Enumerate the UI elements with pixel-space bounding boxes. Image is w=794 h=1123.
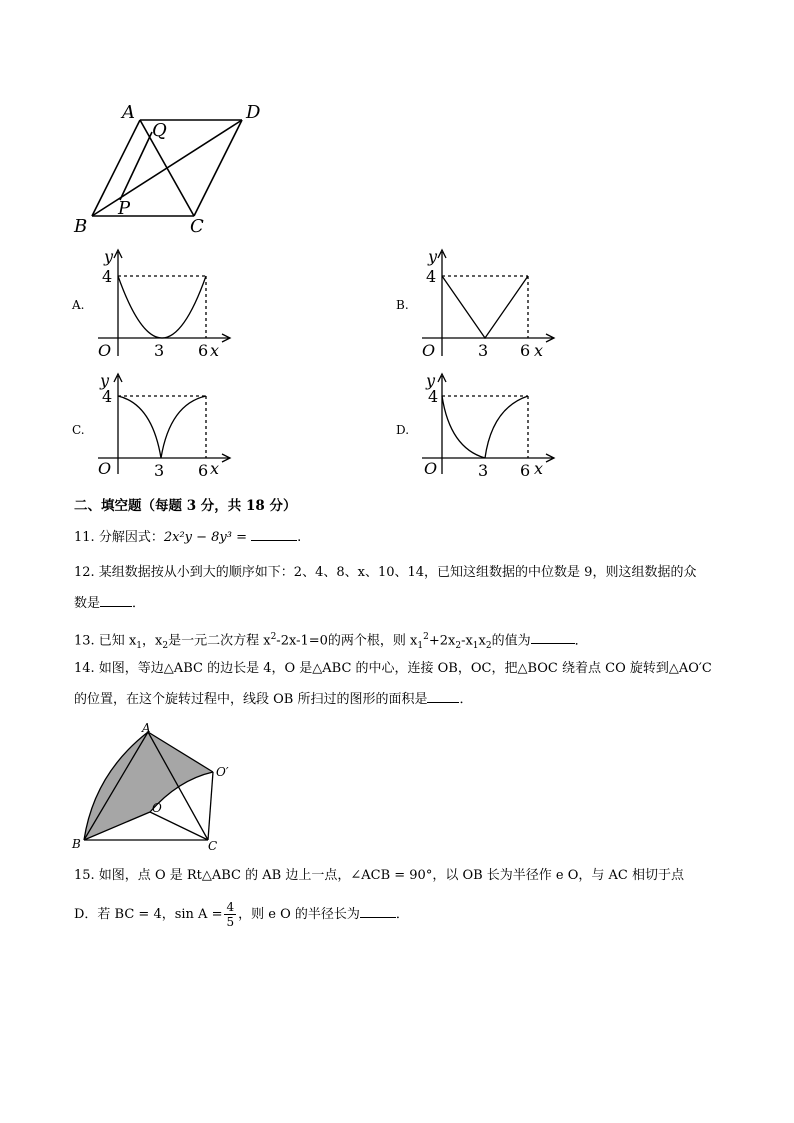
y-axis-label: y [428,247,438,266]
q13-eq: -2x-1=0的两个根，则 x [276,633,418,649]
q13-mid2: 是一元二次方程 x [168,633,271,649]
x-tick-3: 3 [154,461,165,480]
option-C-graph [90,370,240,482]
x-tick-6: 6 [198,341,209,360]
x-axis-label: x [534,341,544,360]
x-axis-label: x [210,341,220,360]
q14-answer-blank[interactable] [427,690,459,703]
y-tick-4: 4 [102,267,113,286]
q14-line2: 的位置，在这个旋转过程中，线段 OB 所扫过的图形的面积是 [74,692,428,707]
y-axis-label: y [426,371,436,390]
option-D-label: D. [396,423,410,437]
label-A: A [142,721,151,735]
q11-number: 11. [74,530,95,545]
q14-line1: 14. 如图，等边△ABC 的边长是 4，O 是△ABC 的中心，连接 OB，OC，把△BOC 绕着点 CO 旋转到△AO′C [74,661,712,676]
option-A-label: A. [72,298,85,312]
q12-line2: 数是 [74,596,101,611]
label-B: B [72,837,81,851]
option-D-graph [414,370,564,482]
label-O-prime: O′ [216,765,229,779]
option-B-label: B. [396,298,409,312]
origin-label: O [424,459,438,478]
q11-text: 分解因式： [98,530,164,545]
rotation-figure [68,718,248,858]
origin-label: O [422,341,436,360]
q15-line1: 15. 如图，点 O 是 Rt△ABC 的 AB 边上一点，∠ACB = 90°，以 OB 长为半径作 e O，与 AC 相切于点 [74,868,685,883]
q15-line2-pre: D．若 BC = 4，sin A = [74,907,223,922]
label-C: C [208,839,218,853]
q15-frac-den: 5 [226,915,235,929]
label-A: A [122,102,135,123]
label-P: P [118,198,131,219]
q13-mid1: ，x [142,633,163,649]
x-tick-6: 6 [198,461,209,480]
label-B: B [74,216,88,237]
label-C: C [190,216,204,237]
y-tick-4: 4 [428,387,439,406]
q15-fraction [224,900,236,929]
q11-expression: 2x²y − 8y³ = [163,530,248,545]
parallelogram-figure [70,98,270,238]
question-14-line2: 的位置，在这个旋转过程中，线段 OB 所扫过的图形的面积是 ． [74,692,473,707]
question-11: 11. 分解因式：2x²y − 8y³ = . [74,530,302,545]
label-Q: Q [152,120,167,141]
q11-answer-blank[interactable] [251,528,297,541]
q13-pre: 13. 已知 x [74,633,137,649]
option-C-label: C. [72,423,85,437]
y-axis-label: y [100,371,110,390]
option-A-graph [90,244,240,364]
x-tick-6: 6 [520,461,531,480]
x-tick-6: 6 [520,341,531,360]
q15-line2-post: ，则 e O 的半径长为 [238,907,360,922]
x-tick-3: 3 [478,461,489,480]
option-B-graph [414,244,564,364]
x-axis-label: x [534,459,544,478]
y-tick-4: 4 [426,267,437,286]
origin-label: O [98,341,112,360]
y-axis-label: y [104,247,114,266]
q12-line1: 12. 某组数据按从小到大的顺序如下：2、4、8、x、10、14，已知这组数据的中位数是 9，则这组数据的众 [74,565,697,580]
label-D: D [246,102,261,123]
section-title: 二、填空题（每题 3 分，共 18 分） [74,498,297,514]
question-13: 13. 已知 $x_1$，$x_2$是一元二次方程 $x^2-2x-1=0$的两个根，则 $x_1^2+2x_2-x_1x_2$的值为 ． [74,632,588,651]
origin-label: O [98,459,112,478]
question-15-line2: D．若 BC = 4，sin A = $\frac{4}{5}$ ，则 e O 的半径长为 ． [74,900,409,929]
q13-expr2: +2x [428,633,456,649]
x-tick-3: 3 [478,341,489,360]
y-tick-4: 4 [102,387,113,406]
x-tick-3: 3 [154,341,165,360]
q15-frac-num: 4 [226,900,235,914]
q15-answer-blank[interactable] [360,905,396,918]
label-O: O [152,801,162,815]
q13-post: 的值为 [491,633,531,649]
q13-answer-blank[interactable] [531,631,575,644]
question-12-line2: 数是 ． [74,596,146,611]
x-axis-label: x [210,459,220,478]
q12-answer-blank[interactable] [100,594,132,607]
q13-expr3: -x [461,633,473,649]
